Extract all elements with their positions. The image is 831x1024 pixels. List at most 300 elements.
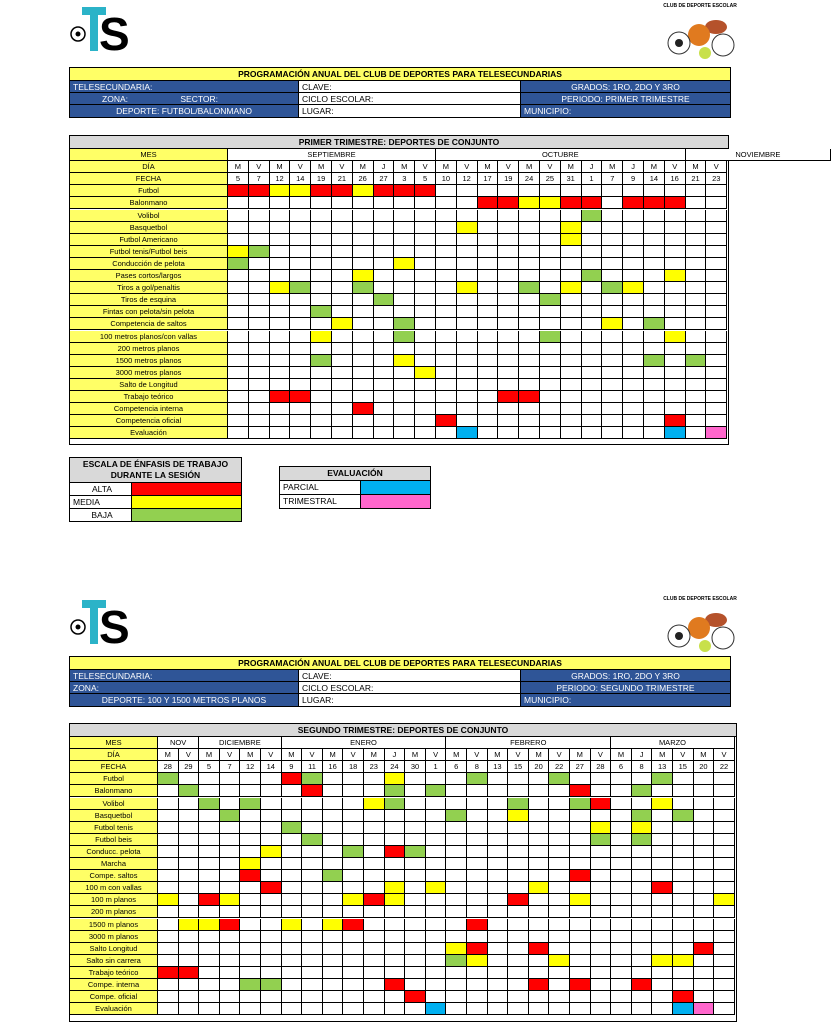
schedule-cell [570,1003,591,1015]
schedule-cell [665,306,686,318]
schedule-cell [415,331,436,343]
schedule-cell [282,858,303,870]
schedule-cell [302,894,323,906]
schedule-cell [364,894,385,906]
sports-balls-icon [661,602,739,658]
schedule-cell [467,967,488,979]
schedule-cell [290,294,311,306]
schedule-cell [415,185,436,197]
schedule-cell [498,185,519,197]
date-cell: 16 [665,173,686,185]
schedule-cell [323,834,344,846]
schedule-cell [426,773,447,785]
schedule-cell [644,355,665,367]
schedule-cell [158,785,179,797]
schedule-cell [311,282,332,294]
schedule-cell [467,870,488,882]
schedule-cell [240,858,261,870]
schedule-cell [249,270,270,282]
schedule-cell [364,846,385,858]
schedule-cell [498,318,519,330]
schedule-cell [591,773,612,785]
schedule-cell [519,318,540,330]
schedule-cell [561,343,582,355]
schedule-cell [488,822,509,834]
day-cell: V [706,161,727,173]
schedule-cell [457,294,478,306]
schedule-cell [665,415,686,427]
schedule-cell [457,379,478,391]
schedule-cell [270,197,291,209]
schedule-cell [582,282,603,294]
schedule-cell [570,955,591,967]
schedule-cell [426,979,447,991]
schedule-cell [270,415,291,427]
schedule-cell [561,306,582,318]
date-cell: 11 [302,761,323,773]
schedule-cell [158,810,179,822]
schedule-cell [228,185,249,197]
schedule-cell [290,234,311,246]
schedule-cell [240,810,261,822]
schedule-cell [602,294,623,306]
schedule-cell [446,882,467,894]
activity-label: Volibol [70,798,158,810]
schedule-cell [436,234,457,246]
schedule-cell [611,955,632,967]
schedule-cell [290,379,311,391]
schedule-cell [632,979,653,991]
schedule-cell [540,343,561,355]
schedule-cell [591,919,612,931]
schedule-cell [673,943,694,955]
schedule-cell [270,270,291,282]
schedule-cell [270,403,291,415]
schedule-cell [582,331,603,343]
day-cell: V [261,749,282,761]
activity-label: 200 m planos [70,906,158,918]
schedule-cell [220,785,241,797]
schedule-cell [385,979,406,991]
schedule-cell [478,210,499,222]
escala-media-swatch [132,496,241,508]
schedule-cell [602,234,623,246]
schedule-cell [632,785,653,797]
schedule-cell [694,979,715,991]
schedule-cell [561,427,582,439]
schedule-cell [436,379,457,391]
schedule-cell [694,943,715,955]
schedule-cell [478,222,499,234]
schedule-cell [249,331,270,343]
schedule-cell [199,943,220,955]
deporte-field: DEPORTE: 100 Y 1500 METROS PLANOS [70,694,299,706]
schedule-cell [290,282,311,294]
schedule-cell [323,919,344,931]
schedule-cell [632,894,653,906]
schedule-cell [478,331,499,343]
escala-baja-swatch [132,509,241,521]
schedule-cell [582,234,603,246]
schedule-cell [158,773,179,785]
schedule-cell [249,367,270,379]
schedule-cell [549,882,570,894]
schedule-cell [290,318,311,330]
schedule-cell [199,955,220,967]
schedule-cell [353,318,374,330]
schedule-cell [249,355,270,367]
schedule-cell [311,234,332,246]
day-cell: J [582,161,603,173]
schedule-cell [508,931,529,943]
schedule-cell [498,210,519,222]
schedule-cell [405,810,426,822]
schedule-cell [686,343,707,355]
schedule-cell [385,991,406,1003]
schedule-cell [549,846,570,858]
schedule-cell [611,870,632,882]
schedule-cell [611,810,632,822]
schedule-cell [290,355,311,367]
schedule-cell [261,894,282,906]
schedule-cell [714,955,735,967]
schedule-cell [228,270,249,282]
schedule-cell [332,234,353,246]
schedule-cell [623,343,644,355]
schedule-cell [290,210,311,222]
schedule-cell [714,931,735,943]
schedule-cell [519,294,540,306]
schedule-cell [199,979,220,991]
schedule-cell [665,210,686,222]
schedule-cell [591,931,612,943]
date-cell: 7 [602,173,623,185]
schedule-cell [467,822,488,834]
schedule-cell [270,234,291,246]
schedule-cell [652,822,673,834]
schedule-cell [467,991,488,1003]
schedule-cell [158,822,179,834]
schedule-cell [508,858,529,870]
date-cell: 12 [240,761,261,773]
schedule-cell [426,906,447,918]
schedule-cell [611,785,632,797]
schedule-cell [158,798,179,810]
date-cell: 9 [282,761,303,773]
schedule-cell [665,246,686,258]
schedule-cell [457,197,478,209]
schedule-cell [508,906,529,918]
schedule-cell [282,931,303,943]
schedule-cell [270,331,291,343]
schedule-cell [488,1003,509,1015]
schedule-cell [405,785,426,797]
schedule-cell [686,282,707,294]
schedule-cell [446,858,467,870]
schedule-cell [332,282,353,294]
schedule-cell [467,846,488,858]
schedule-cell [582,258,603,270]
schedule-cell [632,773,653,785]
schedule-cell [415,197,436,209]
schedule-cell [457,246,478,258]
schedule-cell [394,294,415,306]
date-cell: 30 [405,761,426,773]
schedule-cell [529,858,550,870]
date-cell: 5 [415,173,436,185]
schedule-cell [415,234,436,246]
schedule-cell [467,798,488,810]
schedule-cell [611,773,632,785]
schedule-cell [179,955,200,967]
schedule-cell [240,822,261,834]
schedule-cell [706,306,727,318]
schedule-cell [249,222,270,234]
schedule-cell [591,785,612,797]
schedule-cell [478,234,499,246]
schedule-cell [199,773,220,785]
schedule-cell [290,222,311,234]
schedule-cell [498,246,519,258]
schedule-cell [706,427,727,439]
schedule-cell [446,943,467,955]
schedule-cell [623,367,644,379]
schedule-cell [644,294,665,306]
schedule-cell [374,355,395,367]
schedule-cell [591,834,612,846]
schedule-cell [394,355,415,367]
schedule-cell [508,798,529,810]
schedule-cell [549,979,570,991]
schedule-cell [549,870,570,882]
schedule-cell [488,785,509,797]
schedule-cell [240,931,261,943]
schedule-cell [549,991,570,1003]
schedule-cell [394,246,415,258]
schedule-cell [457,270,478,282]
schedule-cell [570,810,591,822]
schedule-cell [364,1003,385,1015]
schedule-cell [394,427,415,439]
activity-label: Salto Longitud [70,943,158,955]
schedule-cell [519,234,540,246]
schedule-cell [405,773,426,785]
day-cell: V [302,749,323,761]
schedule-cell [529,919,550,931]
schedule-cell [694,906,715,918]
day-cell: M [529,749,550,761]
schedule-cell [228,427,249,439]
ciclo-field: CICLO ESCOLAR: [299,93,521,105]
schedule-cell [561,258,582,270]
schedule-cell [249,379,270,391]
activity-label: Salto sin carrera [70,955,158,967]
dia-label: DÍA [70,749,158,761]
schedule-cell [343,991,364,1003]
schedule-cell [353,294,374,306]
activity-label: Compe. saltos [70,870,158,882]
schedule-cell [302,1003,323,1015]
schedule-cell [602,379,623,391]
evaluacion-legend [279,466,431,509]
activity-label: Conducción de pelota [70,258,228,270]
schedule-cell [374,343,395,355]
schedule-cell [394,306,415,318]
schedule-cell [706,294,727,306]
lugar-field: LUGAR: [299,694,521,706]
telesecundaria-field: TELESECUNDARIA: [70,81,299,93]
schedule-cell [602,331,623,343]
schedule-cell [561,331,582,343]
schedule-cell [582,415,603,427]
schedule-cell [694,846,715,858]
schedule-cell [415,210,436,222]
escala-legend [69,457,242,522]
date-cell: 28 [591,761,612,773]
day-cell: V [508,749,529,761]
schedule-cell [540,197,561,209]
schedule-cell [282,906,303,918]
schedule-cell [540,331,561,343]
schedule-cell [290,403,311,415]
schedule-cell [623,294,644,306]
schedule-cell [343,870,364,882]
schedule-cell [374,282,395,294]
schedule-cell [508,882,529,894]
schedule-cell [652,967,673,979]
schedule-cell [570,870,591,882]
schedule-cell [623,391,644,403]
schedule-cell [686,379,707,391]
schedule-cell [270,355,291,367]
schedule-cell [570,906,591,918]
schedule-cell [467,834,488,846]
schedule-cell [570,858,591,870]
schedule-cell [394,331,415,343]
schedule-cell [405,943,426,955]
schedule-cell [673,979,694,991]
schedule-cell [405,931,426,943]
day-cell: V [343,749,364,761]
schedule-cell [508,822,529,834]
schedule-cell [561,379,582,391]
schedule-cell [332,246,353,258]
schedule-cell [302,846,323,858]
schedule-cell [665,355,686,367]
schedule-cell [694,882,715,894]
schedule-cell [343,834,364,846]
schedule-cell [323,991,344,1003]
activity-label: Fintas con pelota/sin pelota [70,306,228,318]
schedule-cell [665,258,686,270]
schedule-cell [488,858,509,870]
activity-label: Marcha [70,858,158,870]
schedule-cell [457,367,478,379]
schedule-cell [644,427,665,439]
schedule-cell [179,919,200,931]
schedule-cell [374,427,395,439]
activity-label: Basquetbol [70,810,158,822]
schedule-cell [158,943,179,955]
sports-balls-icon [661,9,739,65]
schedule-cell [582,391,603,403]
schedule-cell [261,822,282,834]
schedule-cell [478,197,499,209]
schedule-cell [665,318,686,330]
schedule-cell [714,822,735,834]
schedule-cell [446,1003,467,1015]
schedule-cell [714,979,735,991]
schedule-cell [220,943,241,955]
schedule-cell [498,331,519,343]
schedule-cell [249,258,270,270]
schedule-cell [405,906,426,918]
schedule-cell [561,222,582,234]
schedule-cell [611,894,632,906]
schedule-cell [652,773,673,785]
activity-label: Futbol tenis [70,822,158,834]
zona-sector-field [70,93,299,105]
schedule-cell [228,282,249,294]
schedule-cell [561,415,582,427]
schedule-cell [665,367,686,379]
schedule-cell [302,882,323,894]
schedule-cell [249,415,270,427]
schedule-cell [220,955,241,967]
schedule-cell [644,367,665,379]
schedule-cell [353,343,374,355]
schedule-cell [436,306,457,318]
date-cell: 1 [426,761,447,773]
schedule-cell [570,798,591,810]
schedule-cell [332,318,353,330]
schedule-cell [611,1003,632,1015]
schedule-cell [199,870,220,882]
schedule-cell [582,379,603,391]
schedule-cell [323,931,344,943]
schedule-cell [302,785,323,797]
schedule-cell [323,846,344,858]
schedule-cell [332,306,353,318]
schedule-cell [488,834,509,846]
date-cell: 16 [323,761,344,773]
schedule-cell [549,834,570,846]
ts-logo-2 [69,596,133,653]
schedule-cell [261,979,282,991]
schedule-cell [706,379,727,391]
schedule-cell [591,870,612,882]
schedule-grid-trimestre-1 [69,135,781,445]
schedule-cell [611,991,632,1003]
schedule-cell [385,967,406,979]
schedule-cell [385,906,406,918]
schedule-cell [343,906,364,918]
activity-label: 100 m planos [70,894,158,906]
schedule-cell [249,343,270,355]
schedule-cell [686,185,707,197]
day-cell: J [385,749,406,761]
mes-label: MES [70,737,158,749]
schedule-cell [311,367,332,379]
day-cell: V [290,161,311,173]
schedule-cell [199,834,220,846]
schedule-cell [498,222,519,234]
date-cell: 12 [457,173,478,185]
schedule-cell [270,282,291,294]
schedule-cell [549,955,570,967]
schedule-cell [249,282,270,294]
schedule-cell [457,318,478,330]
